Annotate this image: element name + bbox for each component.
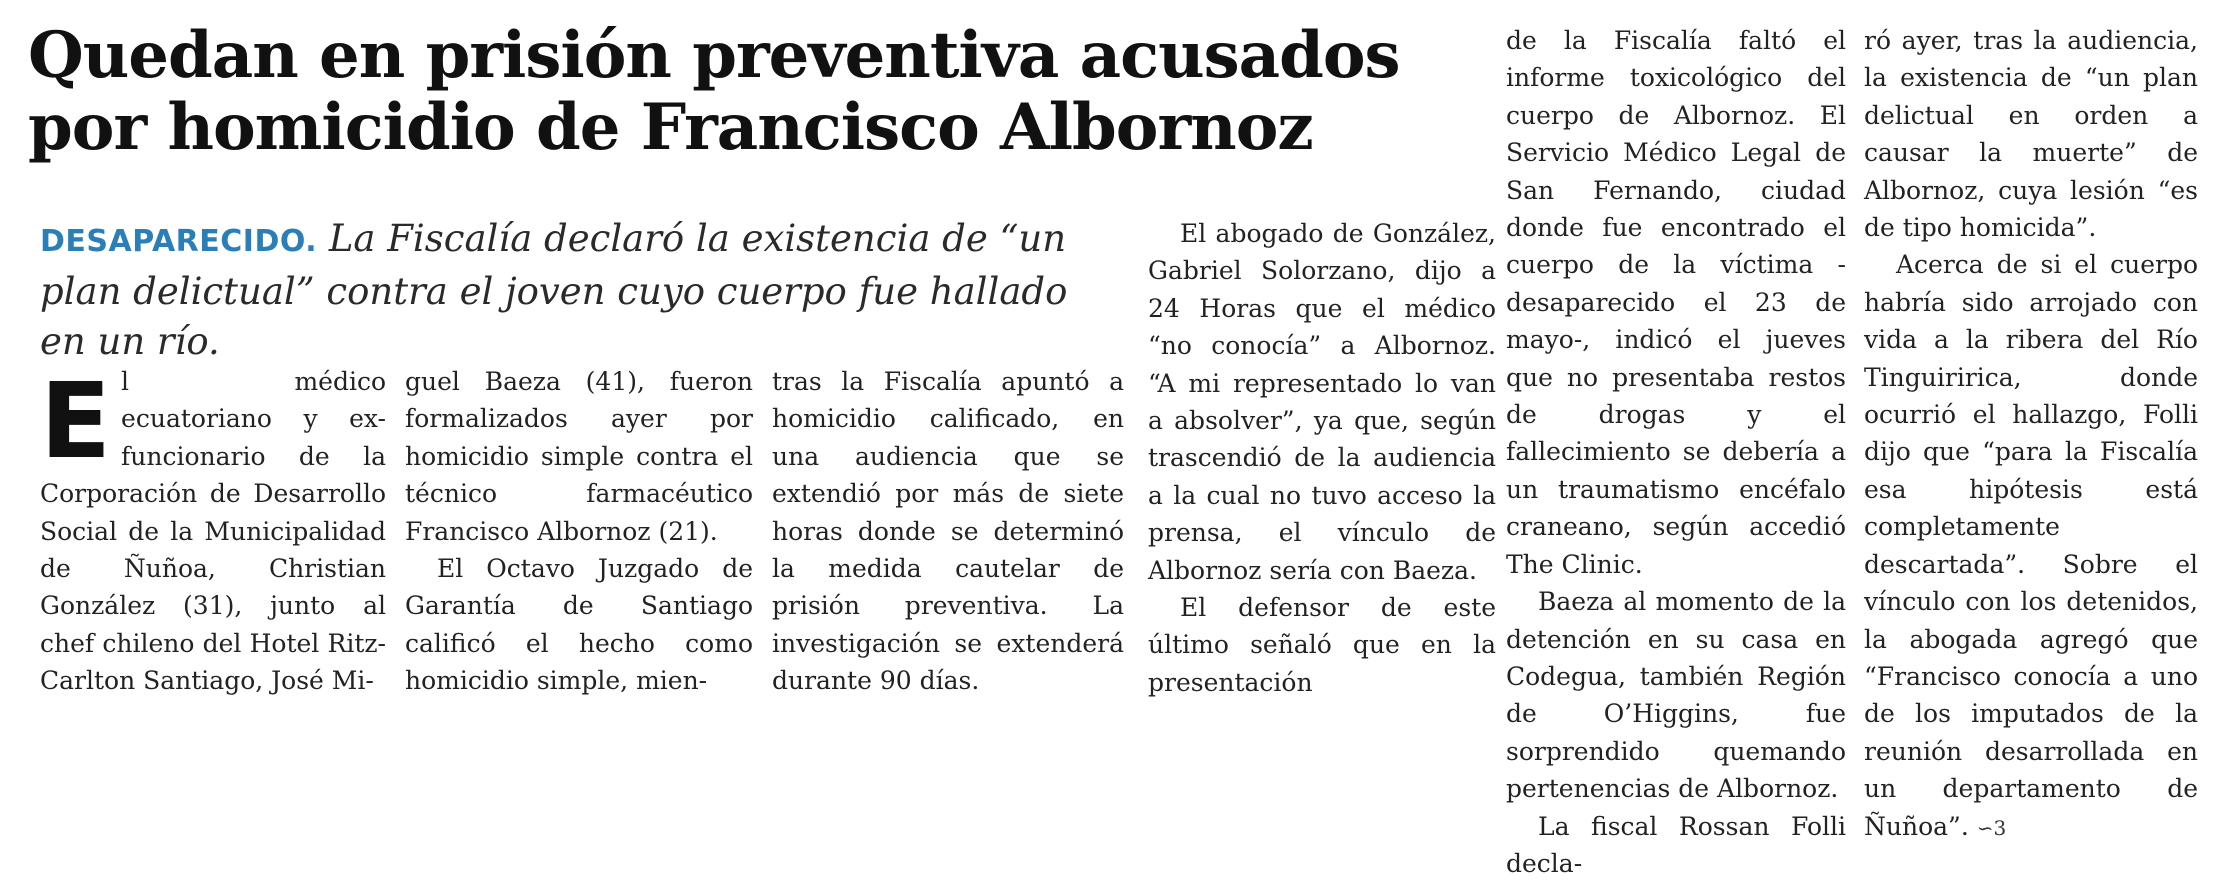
article-column-2 [405,363,753,700]
column-5-paragraph-1: de la Fiscalía faltó el informe toxicológico del cuerpo de Albornoz. El Servicio Médico Legal de San Fernando, ciudad donde fue encontrado el cuerpo de la víctima -desaparecido el 23 de mayo-, indicó el jueves que no presentaba restos de drogas y el fallecimiento se debería a un traumatismo encéfalo craneano, según accedió The Clinic. [1506,26,1846,579]
column-2-paragraph-2: El Octavo Juzgado de Garantía de Santiago calificó el hecho como homicidio simple, mien- [405,554,753,696]
end-mark-icon: ∽3 [1976,815,2007,840]
column-3-paragraph-1: tras la Fiscalía apuntó a homicidio calificado, en una audiencia que se extendió por más de siete horas donde se determinó la medida cautelar de prisión preventiva. La investigación se extenderá durante 90 días. [772,367,1124,696]
column-4-paragraph-2: El defensor de este último señaló que en la presentación [1148,593,1496,697]
deck-text: La Fiscalía declaró la existencia de “un plan delictual” contra el joven cuyo cuerpo fue hallado en un río. [40,217,1068,363]
article-deck [40,214,1120,367]
article-column-5 [1506,22,1846,882]
column-6-paragraph-1: ró ayer, tras la audiencia, la existencia de “un plan delictual en orden a causar la muerte” de Albornoz, cuya lesión “es de tipo homicida”. [1864,26,2198,243]
column-4-paragraph-1: El abogado de González, Gabriel Solorzano, dijo a 24 Horas que el médico “no conocía” a Albornoz. “A mi representado lo van a absolver”, ya que, según trascendió de la audiencia a la cual no tuvo acceso la prensa, el vínculo de Albornoz sería con Baeza. [1148,219,1496,585]
column-6-paragraph-2-text: Acerca de si el cuerpo habría sido arrojado con vida a la ribera del Río Tinguiririca, donde ocurrió el hallazgo, Folli dijo que “para la Fiscalía esa hipótesis está completamente descartada”. Sobre el vínculo con los detenidos, la abogada agregó que “Francisco conocía a uno de los imputados de la reunión desarrollada en un departamento de Ñuñoa”. [1864,250,2198,841]
article-headline: Quedan en prisión preventiva acusados por homicidio de Francisco Albornoz [28,18,1400,165]
drop-cap: E [40,360,112,482]
column-5-paragraph-2: Baeza al momento de la detención en su casa en Codegua, también Región de O’Higgins, fue sorprendido quemando pertenencias de Albornoz. [1506,587,1846,804]
deck-kicker: DESAPARECIDO. [40,224,318,259]
article-column-4 [1148,215,1496,701]
column-5-paragraph-3: La fiscal Rossan Folli decla- [1506,811,1846,878]
column-6-paragraph-2 [1864,246,2198,847]
article-column-1 [40,360,386,700]
article-column-6 [1864,22,2198,847]
column-2-paragraph-1: guel Baeza (41), fueron formalizados ayer por homicidio simple contra el técnico farmacéutico Francisco Albornoz (21). [405,367,753,546]
column-1-text: l médico ecuatoriano y ex-funcionario de la Corporación de Desarrollo Social de la Municipalidad de Ñuñoa, Christian González (31), junto al chef chileno del Hotel Ritz-Carlton Santiago, José Mi- [40,367,386,696]
article-column-3 [772,363,1124,700]
